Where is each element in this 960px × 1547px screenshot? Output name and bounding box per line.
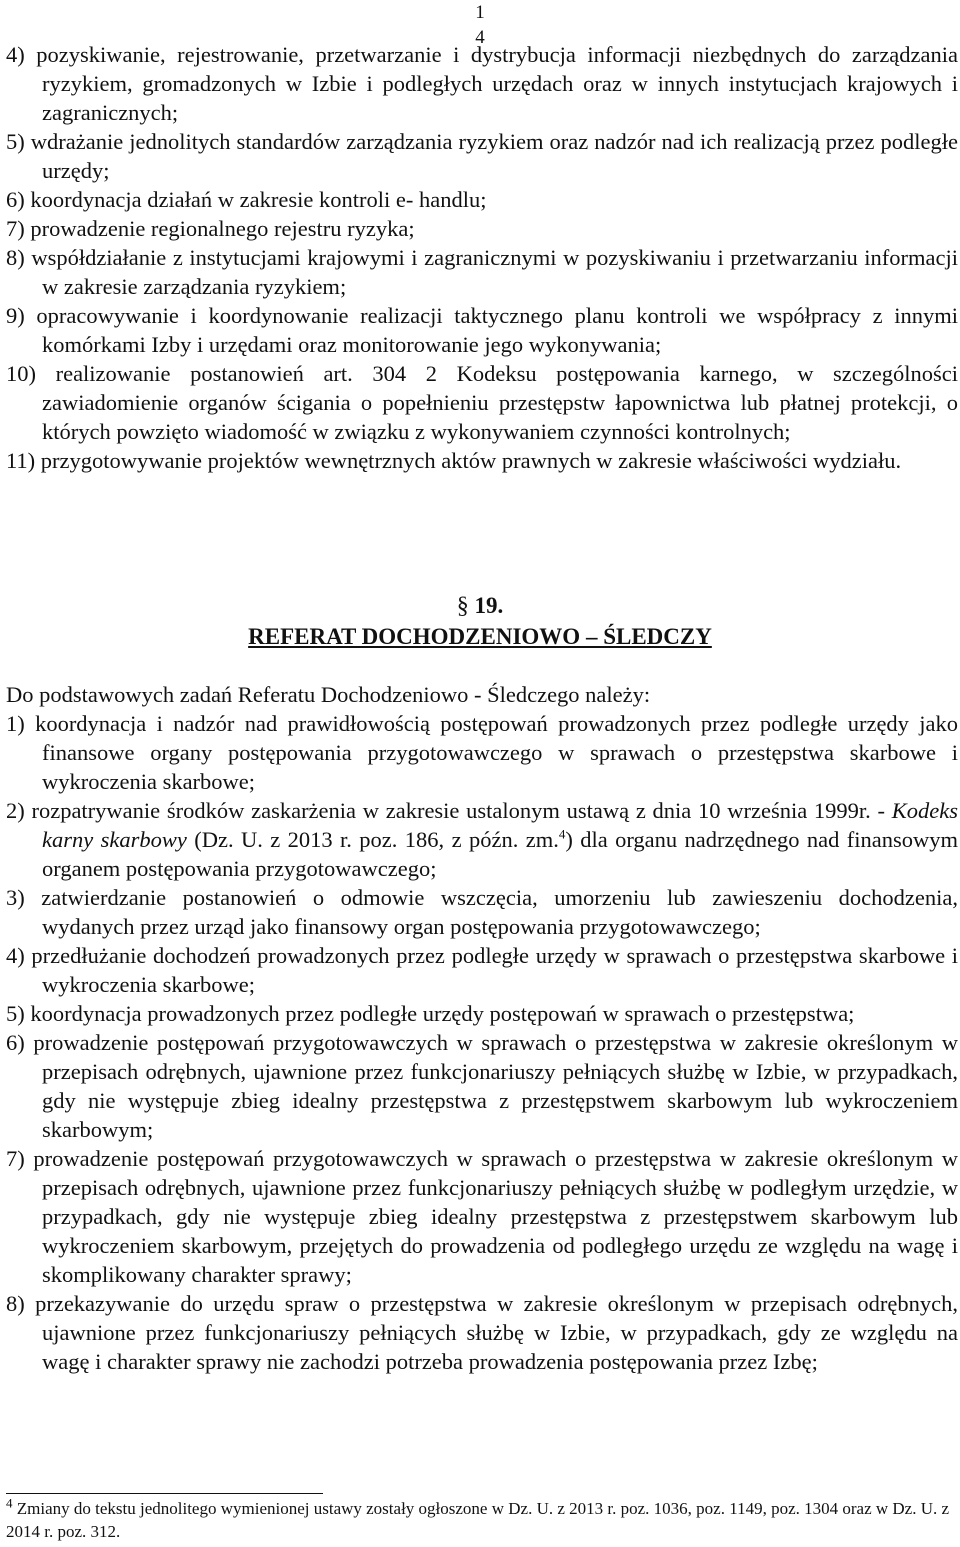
- list-item: 5) koordynacja prowadzonych przez podległe urzędy postępowań w sprawach o przestępstwa;: [6, 1001, 855, 1026]
- intro-text: Do podstawowych zadań Referatu Dochodzeniowo - Śledczego należy:: [6, 682, 651, 707]
- list-item: 10) realizowanie postanowień art. 304 2 Kodeksu postępowania karnego, w szczególności zawiadomienie organów ścigania o popełnieniu przestępstw łapownictwa lub płatnej protekcji, o których powzięto wiadomość w związku z wykonywaniem czynności kontrolnych;: [6, 361, 958, 444]
- referat-tasks: [6, 680, 958, 1376]
- list-item: 3) zatwierdzanie postanowień o odmowie wszczęcia, umorzeniu lub zawieszeniu dochodzenia, wydanych przez urząd jako finansowy organ postępowania przygotowawczego;: [6, 885, 958, 939]
- section-number-value: 19.: [474, 593, 504, 618]
- list-item: 6) koordynacja działań w zakresie kontroli e- handlu;: [6, 187, 487, 212]
- list-item: 9) opracowywanie i koordynowanie realizacji taktycznego planu kontroli we współpracy z innymi komórkami Izby i urzędami oraz monitorowanie jego wykonywania;: [6, 303, 958, 357]
- list-item: 8) przekazywanie do urzędu spraw o przestępstwa w zakresie określonym w przepisach odrębnych, ujawnione przez funkcjonariuszy pełniących służbę w Izbie, w przypadkach, gdy ze względu na wagę i charakter sprawy nie zachodzi potrzeba prowadzenia postępowania przez Izbę;: [6, 1291, 958, 1374]
- list-item: 1) koordynacja i nadzór nad prawidłowością postępowań prowadzonych przez podległe urzędy jako finansowe organy postępowania przygotowawczego w sprawach o przestępstwa skarbowe i wykroczenia skarbowe;: [6, 711, 958, 794]
- list-item: [6, 796, 958, 883]
- section-sign: §: [456, 593, 469, 619]
- footnote-text: Zmiany do tekstu jednolitego wymienionej ustawy zostały ogłoszone w Dz. U. z 2013 r. poz. 1036, poz. 1149, poz. 1304 oraz w Dz. U. z 2014 r. poz. 312.: [6, 1499, 950, 1541]
- page-number-top: 1: [475, 2, 485, 23]
- section-heading: [0, 622, 960, 651]
- statute-title: Kodeks karny skarbowy: [42, 798, 958, 852]
- top-list: [6, 40, 958, 475]
- footnote-marker: 4: [6, 1495, 13, 1511]
- page-number-bottom: 4: [475, 27, 485, 48]
- list-item: 7) prowadzenie regionalnego rejestru ryzyka;: [6, 216, 415, 241]
- item-text: ) dla organu nadrzędnego nad finansowym organem postępowania przygotowawczego;: [42, 827, 958, 881]
- item-text: 2) rozpatrywanie środków zaskarżenia w zakresie ustalonym ustawą z dnia 10 września 1999r. -: [6, 798, 892, 823]
- list-item: 7) prowadzenie postępowań przygotowawczych w sprawach o przestępstwa w zakresie określonym w przepisach odrębnych, ujawnione przez funkcjonariuszy pełniących służbę w podległym urzędzie, w przypadkach, gdy nie występuje zbieg idealny przestępstwa z przestępstwem skarbowym lub wykroczeniem skarbowym, przejętych do prowadzenia od podległego urzędu ze względu na wagę i skomplikowany charakter sprawy;: [6, 1146, 958, 1287]
- list-item: 11) przygotowywanie projektów wewnętrznych aktów prawnych w zakresie właściwości wydziału.: [6, 448, 902, 473]
- list-item: 6) prowadzenie postępowań przygotowawczych w sprawach o przestępstwa w zakresie określonym w przepisach odrębnych, ujawnione przez funkcjonariuszy pełniących służbę w Izbie, w przypadkach, gdy nie występuje zbieg idealny przestępstwa z przestępstwem skarbowym lub wykroczeniem skarbowym;: [6, 1030, 958, 1142]
- list-item: 5) wdrażanie jednolitych standardów zarządzania ryzykiem oraz nadzór nad ich realizacją przez podległe urzędy;: [6, 129, 958, 183]
- item-text: (Dz. U. z 2013 r. poz. 186, z późn. zm.: [186, 827, 559, 852]
- list-item: 8) współdziałanie z instytucjami krajowymi i zagranicznymi w pozyskiwaniu i przetwarzaniu informacji w zakresie zarządzania ryzykiem;: [6, 245, 958, 299]
- footnote: [6, 1497, 958, 1543]
- section-title: REFERAT DOCHODZENIOWO – ŚLEDCZY: [248, 624, 712, 649]
- footnote-reference: 4: [558, 826, 566, 842]
- section-number: [0, 591, 960, 621]
- list-item: 4) przedłużanie dochodzeń prowadzonych przez podległe urzędy w sprawach o przestępstwa skarbowe i wykroczenia skarbowe;: [6, 943, 958, 997]
- list-item: 4) pozyskiwanie, rejestrowanie, przetwarzanie i dystrybucja informacji niezbędnych do zarządzania ryzykiem, gromadzonych w Izbie i podległych urzędach oraz w innych instytucjach krajowych i zagranicznych;: [6, 42, 958, 125]
- footnote-divider: [6, 1493, 323, 1494]
